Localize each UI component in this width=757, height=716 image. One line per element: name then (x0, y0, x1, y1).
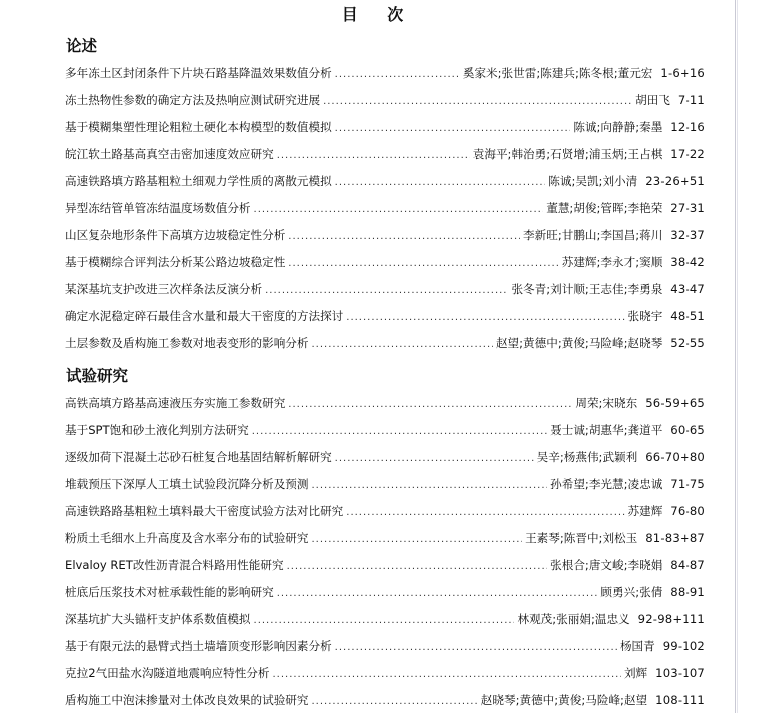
toc-entry-pages: 88-91 (670, 585, 705, 599)
toc-entry-pages: 38-42 (670, 255, 705, 269)
toc-entry[interactable] (65, 689, 705, 716)
toc-entry-pages: 71-75 (670, 477, 705, 491)
toc-list-lunshu (65, 62, 705, 359)
toc-entry[interactable] (65, 170, 705, 197)
toc-leader-dots (335, 118, 571, 140)
toc-entry-pages: 12-16 (670, 120, 705, 134)
toc-entry-title[interactable]: 高铁高填方路基高速液压夯实施工参数研究 (65, 396, 286, 410)
toc-entry-title[interactable]: 基于模糊综合评判法分析某公路边坡稳定性 (65, 255, 286, 269)
section-heading-shiyan-yanjiu: 试验研究 (66, 366, 129, 385)
toc-entry-authors: 王素琴;陈晋中;刘松玉 (525, 531, 638, 545)
toc-entry-title[interactable]: 深基坑扩大头锚杆支护体系数值模拟 (65, 612, 251, 626)
toc-list-shiyan-yanjiu (65, 392, 705, 716)
toc-entry-authors: 杨国青 (619, 639, 655, 653)
toc-leader-dots (288, 253, 558, 275)
toc-leader-dots (277, 145, 470, 167)
toc-leader-dots (323, 91, 632, 113)
toc-leader-dots (254, 610, 515, 632)
toc-entry-pages: 17-22 (670, 147, 705, 161)
toc-entry-title[interactable]: 基于SPT饱和砂土液化判别方法研究 (65, 423, 249, 437)
toc-entry[interactable] (65, 392, 705, 419)
toc-entry-title[interactable]: 高速铁路填方路基粗粒土细观力学性质的离散元模拟 (65, 174, 332, 188)
toc-entry-title[interactable]: 盾构施工中泡沫掺量对土体改良效果的试验研究 (65, 693, 309, 707)
toc-entry-title[interactable]: 基于有限元法的悬臂式挡土墙墙顶变形影响因素分析 (65, 639, 332, 653)
toc-entry-title[interactable]: 多年冻土区封闭条件下片块石路基降温效果数值分析 (65, 66, 332, 80)
toc-entry-authors: 苏建辉 (627, 504, 663, 518)
toc-entry-authors: 林观茂;张丽娟;温忠义 (517, 612, 630, 626)
toc-entry-title[interactable]: 某深基坑支护改进三次样条法反演分析 (65, 282, 263, 296)
toc-entry-title[interactable]: 粉质土毛细水上升高度及含水率分布的试验研究 (65, 531, 309, 545)
section-heading-lunshu: 论述 (66, 36, 98, 55)
toc-entry[interactable] (65, 116, 705, 143)
toc-leader-dots (335, 64, 460, 86)
toc-entry[interactable] (65, 608, 705, 635)
toc-leader-dots (254, 199, 544, 221)
toc-entry-authors: 顾勇兴;张倩 (600, 585, 663, 599)
toc-entry-authors: 周荣;宋晓东 (575, 396, 638, 410)
toc-entry[interactable] (65, 332, 705, 359)
toc-entry-pages: 48-51 (670, 309, 705, 323)
toc-entry-title[interactable]: 桩底后压浆技术对桩承载性能的影响研究 (65, 585, 274, 599)
toc-entry[interactable] (65, 305, 705, 332)
toc-leader-dots (311, 691, 477, 713)
toc-entry-authors: 袁海平;韩治勇;石贤增;浦玉炳;王占棋 (472, 147, 663, 161)
toc-leader-dots (335, 637, 617, 659)
toc-entry-title[interactable]: 冻土热物性参数的确定方法及热响应测试研究进展 (65, 93, 321, 107)
toc-entry-authors: 孙希望;李光慧;凌忠诚 (550, 477, 663, 491)
toc-entry[interactable] (65, 419, 705, 446)
toc-entry[interactable] (65, 143, 705, 170)
toc-entry[interactable] (65, 89, 705, 116)
toc-entry[interactable] (65, 500, 705, 527)
toc-entry-authors: 李新旺;甘鹏山;李国昌;蒋川 (523, 228, 663, 242)
toc-entry-pages: 43-47 (670, 282, 705, 296)
toc-entry[interactable] (65, 446, 705, 473)
toc-entry[interactable] (65, 527, 705, 554)
toc-leader-dots (311, 334, 492, 356)
toc-entry-authors: 赵望;黄德中;黄俊;马险峰;赵晓琴 (495, 336, 663, 350)
toc-entry-pages: 1-6+16 (660, 66, 705, 80)
toc-entry-authors: 刘辉 (623, 666, 648, 680)
toc-entry-authors: 赵晓琴;黄德中;黄俊;马险峰;赵望 (480, 693, 648, 707)
toc-entry-authors: 聂士诚;胡惠华;龚道平 (550, 423, 663, 437)
toc-entry-pages: 7-11 (677, 93, 705, 107)
toc-entry[interactable] (65, 473, 705, 500)
toc-entry-pages: 99-102 (662, 639, 705, 653)
toc-entry-title[interactable]: 逐级加荷下混凝土芯砂石桩复合地基固结解析解研究 (65, 450, 332, 464)
toc-leader-dots (288, 226, 520, 248)
toc-entry-pages: 66-70+80 (645, 450, 705, 464)
toc-entry[interactable] (65, 554, 705, 581)
toc-leader-dots (287, 556, 548, 578)
toc-leader-dots (311, 529, 522, 551)
toc-entry-pages: 81-83+87 (645, 531, 705, 545)
toc-entry[interactable] (65, 197, 705, 224)
page-edge-line-shadow (737, 0, 738, 713)
toc-entry[interactable] (65, 251, 705, 278)
toc-entry-title[interactable]: 皖江软土路基高真空击密加速度效应研究 (65, 147, 274, 161)
toc-entry-pages: 27-31 (670, 201, 705, 215)
toc-entry[interactable] (65, 662, 705, 689)
toc-entry-authors: 张冬青;刘计顺;王志佳;李勇泉 (511, 282, 663, 296)
toc-entry-pages: 23-26+51 (645, 174, 705, 188)
toc-entry-authors: 张根合;唐文峻;李晓娟 (550, 558, 663, 572)
toc-entry[interactable] (65, 581, 705, 608)
toc-leader-dots (346, 307, 624, 329)
toc-entry-pages: 103-107 (655, 666, 705, 680)
toc-entry-title[interactable]: 堆载预压下深厚人工填土试验段沉降分析及预测 (65, 477, 309, 491)
toc-entry-authors: 陈诚;吴凯;刘小清 (548, 174, 638, 188)
toc-entry-authors: 陈诚;向静静;秦墨 (573, 120, 663, 134)
toc-entry-pages: 52-55 (670, 336, 705, 350)
toc-entry-authors: 董慧;胡俊;管晖;李艳荣 (546, 201, 663, 215)
toc-entry-pages: 76-80 (670, 504, 705, 518)
toc-entry-pages: 84-87 (670, 558, 705, 572)
toc-entry-pages: 56-59+65 (645, 396, 705, 410)
toc-entry-authors: 奚家米;张世雷;陈建兵;陈冬根;董元宏 (462, 66, 653, 80)
toc-entry-title[interactable]: Elvaloy RET改性沥青混合料路用性能研究 (65, 558, 284, 572)
toc-entry-authors: 吴辛;杨燕伟;武颖利 (536, 450, 638, 464)
toc-entry-title[interactable]: 基于模糊集塑性理论粗粒土硬化本构模型的数值模拟 (65, 120, 332, 134)
toc-leader-dots (288, 394, 572, 416)
toc-entry-authors: 胡田飞 (635, 93, 670, 107)
toc-entry-title[interactable]: 确定水泥稳定碎石最佳含水量和最大干密度的方法探讨 (65, 309, 344, 323)
toc-leader-dots (335, 172, 546, 194)
toc-entry-pages: 108-111 (655, 693, 705, 707)
toc-entry[interactable] (65, 62, 705, 89)
toc-entry-authors: 苏建辉;李永才;窦顺 (561, 255, 663, 269)
toc-leader-dots (335, 448, 534, 470)
toc-leader-dots (272, 664, 620, 686)
toc-entry-authors: 张晓宇 (627, 309, 663, 323)
toc-entry-pages: 92-98+111 (637, 612, 705, 626)
toc-entry-title[interactable]: 异型冻结管单管冻结温度场数值分析 (65, 201, 251, 215)
toc-entry-pages: 32-37 (670, 228, 705, 242)
toc-leader-dots (277, 583, 598, 605)
toc-entry[interactable] (65, 635, 705, 662)
toc-leader-dots (252, 421, 547, 443)
toc-leader-dots (346, 502, 624, 524)
toc-entry-title[interactable]: 克拉2气田盐水沟隧道地震响应特性分析 (65, 666, 270, 680)
toc-entry-title[interactable]: 土层参数及盾构施工参数对地表变形的影响分析 (65, 336, 309, 350)
toc-leader-dots (311, 475, 547, 497)
toc-entry-title[interactable]: 山区复杂地形条件下高填方边坡稳定性分析 (65, 228, 286, 242)
toc-entry[interactable] (65, 224, 705, 251)
toc-entry[interactable] (65, 278, 705, 305)
toc-entry-title[interactable]: 高速铁路路基粗粒土填料最大干密度试验方法对比研究 (65, 504, 344, 518)
page-title: 目 次 (341, 5, 416, 24)
page-edge-line (735, 0, 736, 713)
toc-leader-dots (265, 280, 508, 302)
toc-entry-pages: 60-65 (670, 423, 705, 437)
